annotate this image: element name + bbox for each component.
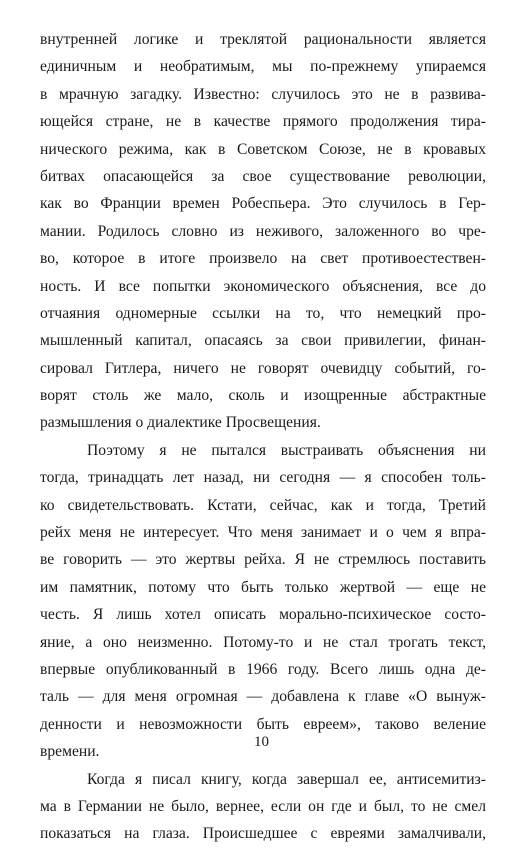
text-line: ко свидетельствовать. Кстати, сейчас, как и тогда, Третий: [40, 496, 486, 514]
page-number: 10: [254, 734, 269, 750]
text-line: ность. И все попытки экономического объяснения, все до: [40, 277, 486, 295]
text-line: как во Франции времен Робеспьера. Это случилось в Гер-: [40, 195, 486, 213]
text-line: впервые опубликованный в 1966 году. Всего лишь одна де-: [40, 660, 486, 678]
text-line: нического режима, как в Советском Союзе, не в кровавых: [40, 140, 486, 158]
text-line: мышленный капитал, опасаясь за свои привилегии, финан-: [40, 332, 486, 350]
text-line: им памятник, потому что быть только жертвой — еще не: [40, 578, 486, 596]
body-text: [40, 26, 486, 848]
text-line: размышления о диалектике Просвещения.: [40, 414, 321, 432]
text-line: рейх меня не интересует. Что меня занимает и о чем я впра-: [40, 524, 486, 542]
text-line: Поэтому я не пытался выстраивать объяснения ни: [87, 441, 486, 459]
text-line: ве говорить — это жертвы рейха. Я не стремлюсь поставить: [40, 551, 486, 569]
text-line: в мрачную загадку. Известно: случилось это не в развива-: [40, 85, 486, 103]
text-line: во, которое в итоге произвело на свет противоестествен-: [40, 250, 486, 268]
text-line: внутренней логике и треклятой рациональности является: [40, 31, 486, 48]
text-line: отчаяния одномерные ссылки на то, что немецкий про-: [40, 304, 486, 322]
text-line: ющейся стране, не в качестве прямого продолжения тира-: [40, 113, 486, 131]
text-line: времени.: [40, 743, 100, 761]
text-line: таль — для меня огромная — добавлена к главе «О вынуж-: [40, 688, 486, 706]
text-line: единичным и необратимым, мы по-прежнему упираемся: [40, 58, 486, 76]
text-line: ворят столь же мало, сколь и изощренные абстрактные: [40, 387, 486, 405]
text-line: денности и невозможности быть евреем», таково веление: [40, 715, 486, 733]
text-line: яние, а оно неизменно. Потому-то и не стал трогать текст,: [40, 633, 486, 651]
text-line: сировал Гитлера, ничего не говорят очевидцу событий, го-: [40, 359, 486, 377]
text-line: показаться на глаза. Происшедшее с евреями замалчивали,: [40, 825, 486, 843]
text-line: битвах опасающейся за свое существование революции,: [40, 167, 486, 185]
text-line: честь. Я лишь хотел описать морально-психическое состо-: [40, 606, 486, 624]
text-line: ма в Германии не было, вернее, если он где и был, то не смел: [40, 797, 486, 815]
text-line: мании. Родилось словно из неживого, заложенного во чре-: [40, 222, 486, 240]
text-line: тогда, тринадцать лет назад, ни сегодня — я способен толь-: [40, 469, 486, 487]
text-line: Когда я писал книгу, когда завершал ее, антисемитиз-: [87, 770, 486, 788]
